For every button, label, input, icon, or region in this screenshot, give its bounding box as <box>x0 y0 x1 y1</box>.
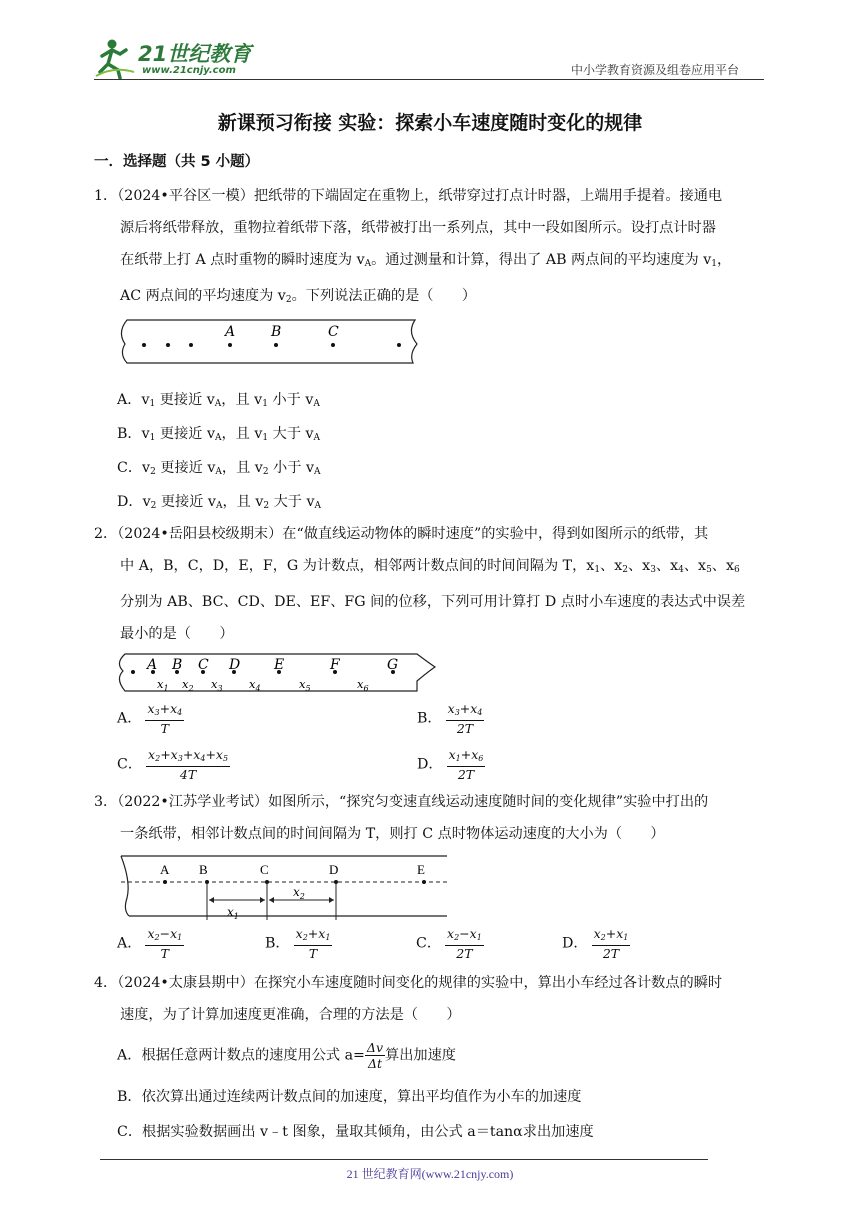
q2-x-label: $x_1$ <box>157 677 169 693</box>
q1-option-b[interactable]: B．$v_1$ 更接近 $v_A$，且 $v_1$ 大于 $v_A$ <box>117 426 321 443</box>
q3-dot-A <box>163 880 167 884</box>
q2-x-label: $x_6$ <box>357 677 369 693</box>
q1-dot <box>166 343 170 347</box>
header-rule <box>94 79 764 80</box>
q3-option-a[interactable]: A． $\frac{x_2-x_1}{T}$ <box>117 926 183 961</box>
q3-option-d[interactable]: D． $\frac{x_2+x_1}{2T}$ <box>562 926 629 961</box>
q1-line-3: 在纸带上打 A 点时重物的瞬时速度为 $v_A$。通过测量和计算，得出了 AB 两点间的平均速度为 $v_1$， <box>120 252 732 269</box>
q1-dot <box>397 343 401 347</box>
q3-tape-label-D: D <box>329 862 339 877</box>
q2-option-c[interactable]: C． $\frac{x_2+x_3+x_4+x_5}{4T}$ <box>117 747 229 782</box>
q1-tape-label-C: C <box>328 324 339 340</box>
q2-option-b[interactable]: B． $\frac{x_3+x_4}{2T}$ <box>417 701 483 736</box>
q1-dot-C <box>331 343 335 347</box>
question-3 <box>94 786 774 850</box>
q2-x-label: $x_3$ <box>211 677 223 693</box>
q2-tape-label-A: A <box>147 657 158 673</box>
q2-x-label: $x_5$ <box>299 677 311 693</box>
q2-line-2: 中 A，B，C，D，E，F，G 为计数点，相邻两计数点间的时间间隔为 T，$x_1$、$x_2$、$x_3$、$x_4$、$x_5$、$x_6$ <box>120 558 740 575</box>
logo-main-text: 21世纪教育 <box>138 42 252 66</box>
q4-line-2: 速度，为了计算加速度更准确，合理的方法是（ ） <box>120 1007 461 1023</box>
footer-text: 21 世纪教育网(www.21cnjy.com) <box>346 1167 514 1181</box>
q3-x-label: $x_2$ <box>293 885 305 901</box>
q2-tape-label-E: E <box>274 657 285 673</box>
q1-dot-B <box>274 343 278 347</box>
q1-tape-label-A: A <box>225 324 236 340</box>
q2-paper-tape <box>117 651 437 695</box>
q2-line-3: 分别为 AB、BC、CD、DE、EF、FG 间的位移，下列可用计算打 D 点时小车速度的表达式中误差 <box>120 594 746 610</box>
q1-line-4: AC 两点间的平均速度为 $v_2$。下列说法正确的是（ ） <box>120 288 477 305</box>
q4-line-1: 4．（2024•太康县期中）在探究小车速度随时间变化的规律的实验中，算出小车经过各计数点的瞬时 <box>94 975 723 991</box>
q2-tape-label-B: B <box>172 657 183 673</box>
q3-line-2: 一条纸带，相邻计数点间的时间间隔为 T，则打 C 点时物体运动速度的大小为（ ） <box>120 826 665 842</box>
q4-option-a[interactable]: A．根据任意两计数点的速度用公式 a= $\frac{\Delta v}{\Delta t}$ 算出加速度 <box>117 1040 456 1071</box>
q1-dot <box>189 343 193 347</box>
q3-tape-label-B: B <box>199 862 208 877</box>
header-logo <box>94 36 264 82</box>
q3-tape-label-E: E <box>417 862 425 877</box>
q1-dot-A <box>228 343 232 347</box>
q2-option-d[interactable]: D． $\frac{x_1+x_6}{2T}$ <box>417 747 484 782</box>
q1-option-a[interactable]: A．$v_1$ 更接近 $v_A$，且 $v_1$ 小于 $v_A$ <box>117 392 320 409</box>
q1-option-d[interactable]: D．$v_2$ 更接近 $v_A$，且 $v_2$ 大于 $v_A$ <box>117 494 321 511</box>
q4-option-c[interactable]: C．根据实验数据画出 v﹣t 图象，量取其倾角，由公式 a＝tanα求出加速度 <box>117 1124 594 1140</box>
q1-tape-label-B: B <box>271 324 282 340</box>
q2-x-label: $x_2$ <box>182 677 194 693</box>
q1-dot <box>142 343 146 347</box>
question-1 <box>94 180 774 316</box>
q1-line-1: 1．（2024•平谷区一模）把纸带的下端固定在重物上，纸带穿过打点计时器，上端用手提着。接通电 <box>94 188 723 204</box>
q2-option-a[interactable]: A． $\frac{x_3+x_4}{T}$ <box>117 701 183 736</box>
q1-line-2: 源后将纸带释放，重物拉着纸带下落，纸带被打出一系列点，其中一段如图所示。设打点计时器 <box>120 220 716 236</box>
q2-line-4: 最小的是（ ） <box>120 626 234 642</box>
header-platform-text: 中小学教育资源及组卷应用平台 <box>571 63 740 77</box>
q3-tape-label-C: C <box>260 862 269 877</box>
q2-line-1: 2．（2024•岳阳县校级期末）在“做直线运动物体的瞬时速度”的实验中，得到如图所示的纸带，其 <box>94 526 709 542</box>
q3-dot-E <box>422 880 426 884</box>
q3-option-c[interactable]: C． $\frac{x_2-x_1}{2T}$ <box>416 926 482 961</box>
q4-option-b[interactable]: B．依次算出通过连续两计数点间的加速度，算出平均值作为小车的加速度 <box>117 1089 582 1105</box>
q3-option-b[interactable]: B． $\frac{x_2+x_1}{T}$ <box>265 926 331 961</box>
section-heading: 一．选择题（共 5 小题） <box>94 154 260 170</box>
q3-paper-tape <box>117 852 452 920</box>
q2-tape-label-F: F <box>330 657 340 673</box>
q3-tape-label-A: A <box>160 862 170 877</box>
q2-tape-label-G: G <box>387 657 399 673</box>
page-title: 新课预习衔接 实验：探索小车速度随时变化的规律 <box>217 112 643 134</box>
q2-tape-label-C: C <box>198 657 209 673</box>
q1-option-c[interactable]: C．$v_2$ 更接近 $v_A$，且 $v_2$ 小于 $v_A$ <box>117 460 321 477</box>
question-4 <box>94 967 774 1031</box>
logo-sub-text: www.21cnjy.com <box>142 65 236 76</box>
q1-paper-tape <box>117 316 422 366</box>
q3-x-label: $x_1$ <box>227 905 239 920</box>
q3-line-1: 3．（2022•江苏学业考试）如图所示，“探究匀变速直线运动速度随时间的变化规律”实验中打出的 <box>94 794 709 810</box>
q2-x-label: $x_4$ <box>249 677 261 693</box>
footer-rule <box>100 1159 708 1160</box>
q2-tape-label-D: D <box>229 657 241 673</box>
question-2 <box>94 518 774 650</box>
